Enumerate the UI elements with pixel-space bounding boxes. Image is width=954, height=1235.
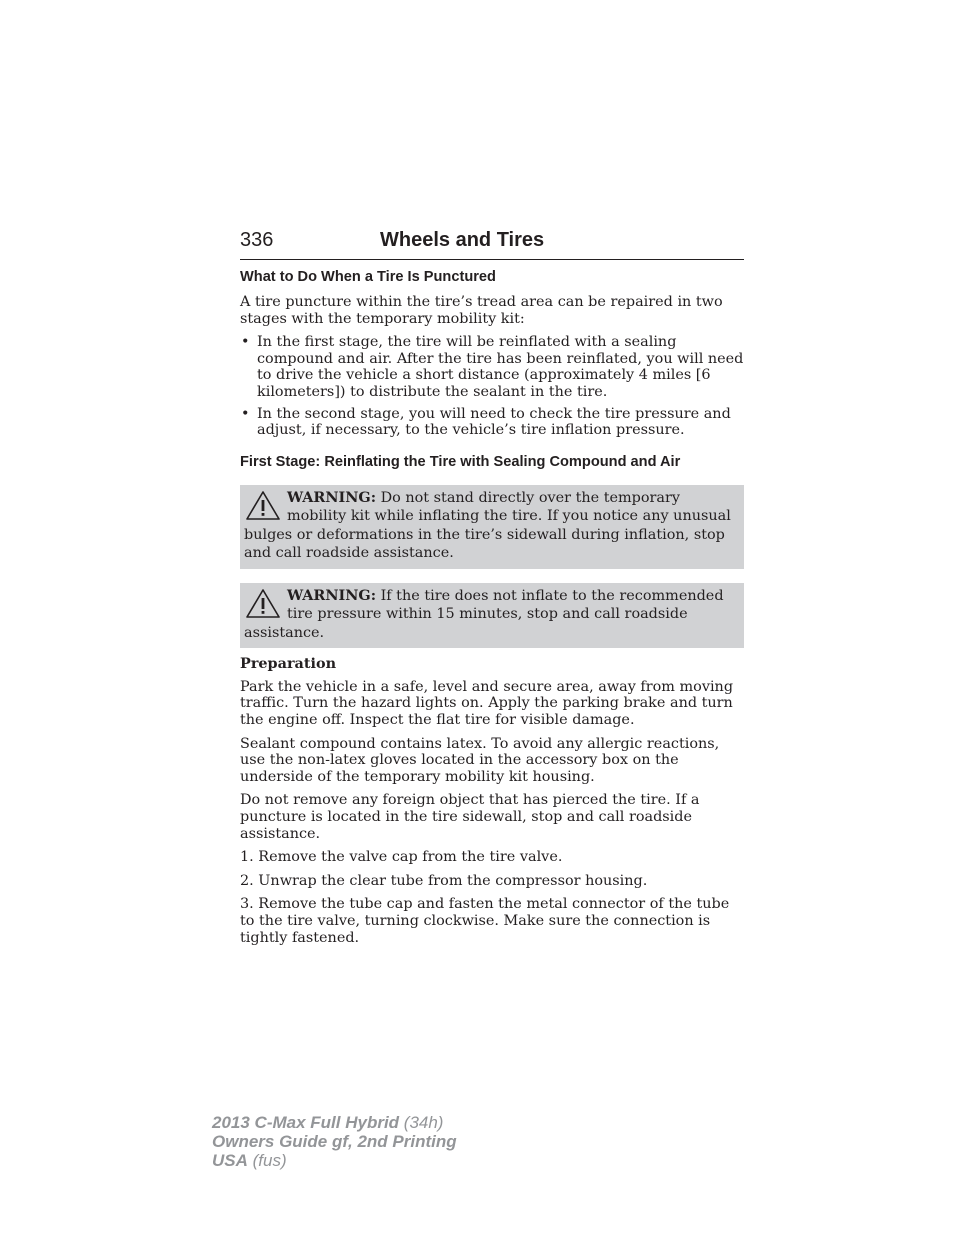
section-heading-punctured: What to Do When a Tire Is Punctured (240, 269, 496, 285)
paragraph: Do not remove any foreign object that has pierced the tire. If a puncture is located in the tire sidewall, stop and call roadside assistance. (240, 792, 700, 842)
list-item-text: In the second stage, you will need to check the tire pressure and adjust, if necessary, to the vehicle’s tire inflation pressure. (257, 405, 731, 439)
footer-market: USA (212, 1151, 248, 1170)
paragraph: Sealant compound contains latex. To avoid any allergic reactions, use the non-latex gloves located in the accessory box on the underside of the temporary mobility kit housing. (240, 735, 720, 785)
bullet-icon: • (241, 405, 250, 422)
page-content (240, 268, 744, 953)
warning-text: Do not stand directly over the temporary mobility kit while inflating the tire. If you notice any unusual bulges or deformations in the tire’s sidewall during inflation, stop and call roadside assistance. (244, 489, 731, 562)
page-title: Wheels and Tires (380, 229, 545, 251)
footer-model-code: (34h) (399, 1113, 444, 1132)
step-item: 3. Remove the tube cap and fasten the metal connector of the tube to the tire valve, turning clockwise. Make sure the connection is tightly fastened. (240, 896, 730, 946)
warning-triangle-icon (244, 489, 282, 523)
warning-text: If the tire does not inflate to the recommended tire pressure within 15 minutes, stop and call roadside assistance. (244, 587, 724, 641)
footer-model: 2013 C-Max Full Hybrid (212, 1113, 400, 1132)
warning-triangle-icon (244, 587, 282, 621)
preparation-heading: Preparation (240, 655, 337, 673)
step-item: 1. Remove the valve cap from the tire valve. (240, 849, 563, 866)
warning-box (240, 583, 744, 649)
list-item (240, 334, 744, 400)
warning-label: WARNING: (287, 488, 377, 506)
list-item (240, 406, 744, 439)
bullet-icon: • (241, 334, 250, 351)
paragraph: Park the vehicle in a safe, level and secure area, away from moving traffic. Turn the hazard lights on. Apply the parking brake and turn the engine off. Inspect the flat tire for visible damage. (240, 678, 734, 729)
footer-guide: Owners Guide gf, 2nd Printing (212, 1132, 457, 1151)
intro-paragraph: A tire puncture within the tire’s tread area can be repaired in two stages with the temporary mobility kit: (240, 294, 723, 327)
stages-list (240, 334, 744, 439)
section-heading-first-stage: First Stage: Reinflating the Tire with Sealing Compound and Air (240, 453, 681, 470)
footer-market-code: (fus) (247, 1151, 287, 1170)
warning-label: WARNING: (287, 586, 377, 604)
step-item: 2. Unwrap the clear tube from the compressor housing. (240, 872, 648, 889)
list-item-text: In the first stage, the tire will be reinflated with a sealing compound and air. After the tire has been reinflated, you will need to drive the vehicle a short distance (approximately 4 miles [6 kilometers]) to distribute the sealant in the tire. (257, 334, 744, 400)
document-footer (212, 1113, 457, 1170)
page-number: 336 (240, 229, 274, 251)
page-header (240, 229, 744, 260)
warning-box (240, 485, 744, 569)
